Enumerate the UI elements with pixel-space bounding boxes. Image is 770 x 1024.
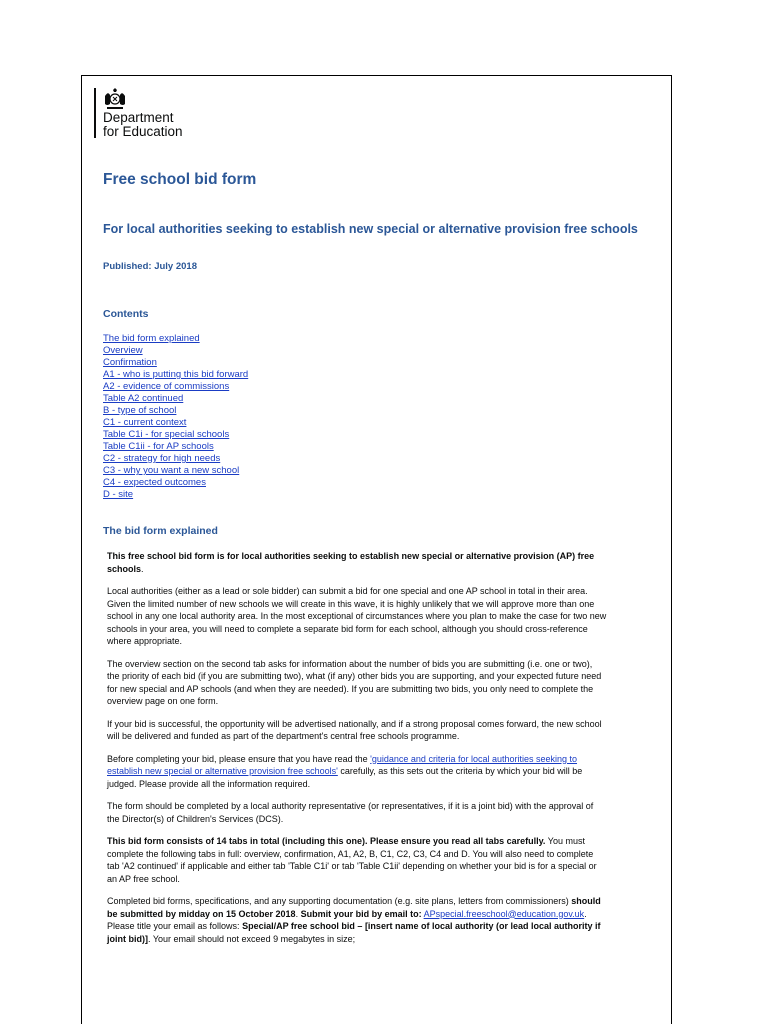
- contents-list: [103, 333, 248, 501]
- contents-link-c2[interactable]: C2 - strategy for high needs: [103, 453, 221, 464]
- intro-end: .: [141, 563, 144, 574]
- section-body: [107, 550, 607, 955]
- tabs-rest: You must complete the following tabs in full: overview, confirmation, A1, A2, B, C1, C2, C3, C4 and D. You will also need to complete tab 'A2 continued' if applicable and either tab 'Table C1i' or tab 'Table C1ii' depending on whether your bid is for a special or an AP free school.: [107, 836, 597, 884]
- paragraph-representative: The form should be completed by a local authority representative (or representatives, if it is a joint bid) with the approval of the Director(s) of Children's Services (DCS).: [107, 801, 594, 824]
- paragraph-guidance: [107, 753, 607, 791]
- paragraph-la-bids: Local authorities (either as a lead or sole bidder) can submit a bid for one special and one AP school in total in their area. Given the limited number of new schools we will create in this wave, it is highly unlikely that we will approve more than one school in any one local authority area. In the most exceptional of circumstances where you plan to make the case for two new schools in your area, you will need to complete a separate bid form for each school, although you should cross-reference where appropriate.: [107, 586, 607, 646]
- logo-line-1: Department: [103, 110, 174, 125]
- contents-item: [103, 381, 248, 393]
- page-title: Free school bid form: [103, 171, 257, 188]
- contents-link-a2-continued[interactable]: Table A2 continued: [103, 393, 184, 404]
- intro-bold: This free school bid form is for local authorities seeking to establish new special or alternative provision (AP) free schools: [107, 551, 595, 574]
- contents-link-c4[interactable]: C4 - expected outcomes: [103, 477, 206, 488]
- submission-text-h: . Your email should not exceed 9 megabytes in size;: [147, 933, 356, 944]
- section-heading: The bid form explained: [103, 525, 218, 537]
- logo-bar: [94, 88, 96, 138]
- contents-link-c3[interactable]: C3 - why you want a new school: [103, 465, 240, 476]
- paragraph-tabs: [107, 835, 607, 885]
- guidance-text-b: carefully, as this sets out the criteria by which your bid will be judged. Please provide all the information required.: [107, 766, 583, 789]
- contents-link-bid-form-explained[interactable]: The bid form explained: [103, 333, 200, 344]
- contents-item: [103, 405, 248, 417]
- submission-deadline: should be submitted by midday on 15 October 2018: [107, 896, 601, 919]
- contents-item: [103, 369, 248, 381]
- contents-item: [103, 393, 248, 405]
- contents-item: [103, 489, 248, 501]
- page-subtitle: For local authorities seeking to establish new special or alternative provision free schools: [103, 222, 638, 236]
- paragraph-submission: [107, 895, 607, 945]
- contents-item: [103, 333, 248, 345]
- submission-text-c: .: [295, 908, 301, 919]
- contents-link-a1[interactable]: A1 - who is putting this bid forward: [103, 369, 249, 380]
- contents-item: [103, 357, 248, 369]
- published-date: Published: July 2018: [103, 261, 197, 272]
- contents-item: [103, 429, 248, 441]
- logo-line-2: for Education: [103, 124, 183, 139]
- submission-text-f: . Please title your email as follows:: [107, 908, 587, 931]
- paragraph-success: If your bid is successful, the opportunity will be advertised nationally, and if a strong proposal comes forward, the new school will be delivered and funded as part of the department's central free schools programme.: [107, 718, 602, 741]
- logo-text: [103, 111, 183, 139]
- contents-item: [103, 453, 248, 465]
- contents-item: [103, 345, 248, 357]
- submission-email-link[interactable]: APspecial.freeschool@education.gov.uk: [423, 908, 585, 919]
- paragraph-intro: [107, 550, 607, 575]
- contents-heading: Contents: [103, 308, 149, 320]
- contents-item: [103, 441, 248, 453]
- contents-link-b[interactable]: B - type of school: [103, 405, 177, 416]
- contents-item: [103, 417, 248, 429]
- paragraph-overview: The overview section on the second tab asks for information about the number of bids you are submitting (i.e. one or two), the priority of each bid (if you are submitting two), what (if any) other bids you are supporting, and your expected future need for new special and AP schools (and when they are needed). If you are submitting two bids, you only need to complete the overview page on one form.: [107, 658, 602, 706]
- contents-item: [103, 477, 248, 489]
- contents-link-a2[interactable]: A2 - evidence of commissions: [103, 381, 230, 392]
- contents-link-table-c1ii[interactable]: Table C1ii - for AP schools: [103, 441, 214, 452]
- tabs-bold: This bid form consists of 14 tabs in total (including this one). Please ensure you read all tabs carefully.: [107, 836, 546, 846]
- submission-email-title: Special/AP free school bid – [insert name of local authority (or lead local authority if joint bid)]: [107, 921, 601, 944]
- guidance-text-a: Before completing your bid, please ensure that you have read the: [107, 753, 371, 764]
- contents-item: [103, 465, 248, 477]
- royal-crest-icon: [103, 88, 127, 110]
- contents-link-c1[interactable]: C1 - current context: [103, 417, 187, 428]
- submission-text-a: Completed bid forms, specifications, and any supporting documentation (e.g. site plans, letters from commissioners): [107, 896, 572, 906]
- contents-link-confirmation[interactable]: Confirmation: [103, 357, 157, 368]
- contents-link-table-c1i[interactable]: Table C1i - for special schools: [103, 429, 230, 440]
- contents-link-d[interactable]: D - site: [103, 489, 134, 500]
- guidance-link[interactable]: 'guidance and criteria for local authorities seeking to establish new special or alternative provision free schools': [107, 753, 578, 776]
- submission-email-instruction: Submit your bid by email to:: [300, 908, 422, 919]
- contents-link-overview[interactable]: Overview: [103, 345, 143, 356]
